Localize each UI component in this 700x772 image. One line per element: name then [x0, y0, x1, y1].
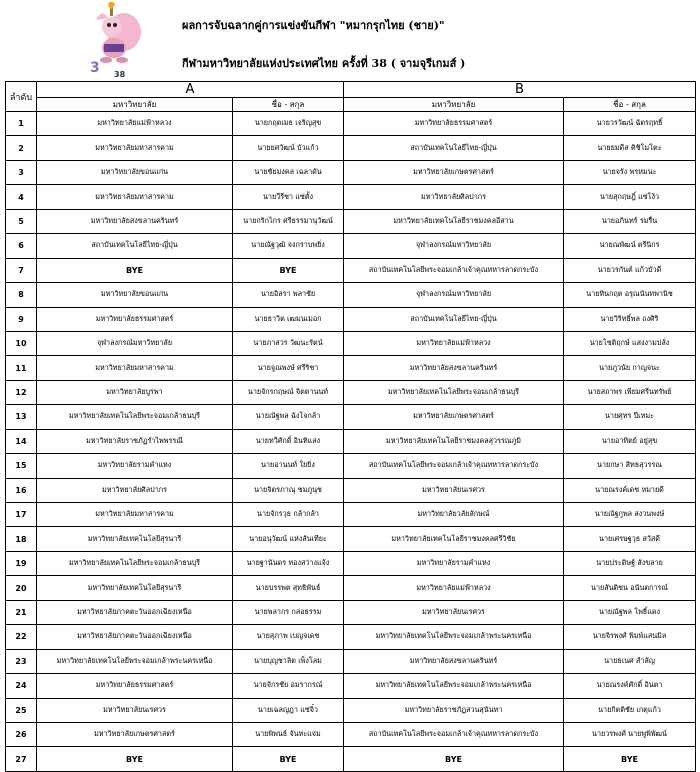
row-number: 3: [6, 160, 37, 184]
group-a-university: มหาวิทยาลัยเทคโนโลยีพระจอมเกล้าพระนครเหนือ: [37, 649, 233, 673]
group-a-player-name: นายกริกไกร ศรีธรรมานุวัฒน์: [233, 209, 344, 233]
table-row: [6, 527, 696, 551]
group-b-university: สถาบันเทคโนโลยีพระจอมเกล้าเจ้าคุณทหารลาดกระบัง: [344, 722, 564, 746]
group-a-university: มหาวิทยาลัยภาคตะวันออกเฉียงเหนือ: [37, 600, 233, 624]
group-b-university: มหาวิทยาลัยเทคโนโลยีราชมงคลสุวรรณภูมิ: [344, 429, 564, 453]
draw-table: [5, 81, 696, 772]
group-b-university: BYE: [344, 747, 564, 771]
group-b-player-name: นายวรวัฒน์ ฉัตรฤทธิ์: [564, 112, 696, 136]
group-a-university: จุฬาลงกรณ์มหาวิทยาลัย: [37, 331, 233, 355]
group-b-university: สถาบันเทคโนโลยีไทย-ญี่ปุ่น: [344, 136, 564, 160]
table-row: [6, 674, 696, 698]
table-row: [6, 747, 696, 771]
group-b-university: มหาวิทยาลัยเกษตรศาสตร์: [344, 405, 564, 429]
group-b-player-name: นายโชติฤกษ์ แสงงามปลั่ง: [564, 331, 696, 355]
row-number: 10: [6, 331, 37, 355]
group-a-university: มหาวิทยาลัยเทคโนโลยีสุรนารี: [37, 527, 233, 551]
row-number: 20: [6, 576, 37, 600]
group-b-player-name: นายภูวนัย กาญจนะ: [564, 356, 696, 380]
group-b-university: มหาวิทยาลัยเทคโนโลยีพระจอมเกล้าพระนครเหนือ: [344, 674, 564, 698]
table-row: [6, 649, 696, 673]
group-b-player-name: นายสถาพร เพียมศรีนทรัพย์: [564, 380, 696, 404]
table-row: [6, 503, 696, 527]
row-number: 24: [6, 674, 37, 698]
mascot-logo: [84, 2, 148, 82]
table-row: [6, 331, 696, 355]
group-a-player-name: นายจักรวุธ กล้ากล้า: [233, 503, 344, 527]
group-b-university: มหาวิทยาลัยนเรศวร: [344, 600, 564, 624]
group-a-player-name: นายชัยมงคล เฉลาดัน: [233, 160, 344, 184]
group-b-university: มหาวิทยาลัยสงขลานครินทร์: [344, 356, 564, 380]
table-row: [6, 551, 696, 575]
group-b-player-name: นายสันติชน อนันตการณ์: [564, 576, 696, 600]
group-a-player-name: BYE: [233, 258, 344, 282]
group-a-player-name: นายสุภาพ เบญจเดช: [233, 625, 344, 649]
table-row: [6, 136, 696, 160]
group-b-player-name: นายยมดีส คิชิโมโตะ: [564, 136, 696, 160]
group-b-player-name: นายณพัฒน์ ตรีนิกร: [564, 234, 696, 258]
group-b-university: มหาวิทยาลัยเทคโนโลยีราชมงคลอีสาน: [344, 209, 564, 233]
row-number: 23: [6, 649, 37, 673]
group-a-university: มหาวิทยาลัยขอนแก่น: [37, 283, 233, 307]
row-number: 14: [6, 429, 37, 453]
group-a-player-name: นายภาสวร วัฒนะรัตน์: [233, 331, 344, 355]
group-a-university: มหาวิทยาลัยนเรศวร: [37, 698, 233, 722]
group-b-player-name: BYE: [564, 747, 696, 771]
group-b-player-name: นายธเนศ สำลัญ: [564, 649, 696, 673]
table-row: [6, 405, 696, 429]
group-b-player-name: นายสุกฤษฎิ์ แซ่โง้ว: [564, 185, 696, 209]
group-a-player-name: นายพลากร กล่อธรรม: [233, 600, 344, 624]
group-a-university: มหาวิทยาลัยรามคำแหง: [37, 454, 233, 478]
group-a-player-name: นายจิตรภาณุ ชมภูนุช: [233, 478, 344, 502]
row-number: 4: [6, 185, 37, 209]
group-a-university: มหาวิทยาลัยเกษตรศาสตร์: [37, 722, 233, 746]
group-a-university: สถาบันเทคโนโลยีไทย-ญี่ปุ่น: [37, 234, 233, 258]
group-a-player-name: นายจักรชัย อมรากรณ์: [233, 674, 344, 698]
group-b-player-name: นายอาทิตย์ อยู่สุข: [564, 429, 696, 453]
table-row: [6, 698, 696, 722]
table-row: [6, 625, 696, 649]
group-b-player-name: นายณัฐพล โพธิ์แดง: [564, 600, 696, 624]
table-row: [6, 307, 696, 331]
group-b-player-name: นายทินกฤต อรุณนันทพานิช: [564, 283, 696, 307]
group-a-player-name: นายธาวิต เฒมนเมอก: [233, 307, 344, 331]
group-a-university: มหาวิทยาลัยบูรพา: [37, 380, 233, 404]
group-a-university: มหาวิทยาลัยภาคตะวันออกเฉียงเหนือ: [37, 625, 233, 649]
group-b-player-name: นายเศรษฐวุธ สวัสดี: [564, 527, 696, 551]
row-number: 18: [6, 527, 37, 551]
group-a-player-name: นายทวีศักดิ์ อินทิแสง: [233, 429, 344, 453]
group-b-university: มหาวิทยาลัยแม่ฟ้าหลวง: [344, 331, 564, 355]
table-row: [6, 160, 696, 184]
row-number: 11: [6, 356, 37, 380]
group-a-header: A: [37, 82, 344, 98]
group-b-player-name: นายอภินทร์ รมรื่น: [564, 209, 696, 233]
table-row: [6, 576, 696, 600]
table-row: [6, 234, 696, 258]
title-line-2: กีฬามหาวิทยาลัยแห่งประเทศไทย ครั้งที่ 38 ( จามจุรีเกมส์ ): [182, 57, 466, 70]
group-b-university: สถาบันเทคโนโลยีไทย-ญี่ปุ่น: [344, 307, 564, 331]
group-b-player-name: นายณรงค์เดช หมายดี: [564, 478, 696, 502]
group-b-university: มหาวิทยาลัยเกษตรศาสตร์: [344, 160, 564, 184]
group-a-university: BYE: [37, 258, 233, 282]
col-name-a: ชื่อ - สกุล: [233, 98, 344, 112]
row-number: 2: [6, 136, 37, 160]
row-number: 17: [6, 503, 37, 527]
row-number: 6: [6, 234, 37, 258]
row-number: 12: [6, 380, 37, 404]
row-number: 16: [6, 478, 37, 502]
group-a-player-name: BYE: [233, 747, 344, 771]
group-a-university: มหาวิทยาลัยมหาสารคาม: [37, 136, 233, 160]
row-number: 5: [6, 209, 37, 233]
group-a-player-name: นายเฉลญฎา แซ่จิ๋ว: [233, 698, 344, 722]
group-a-player-name: นายณัฐพล ฉังโจกล้า: [233, 405, 344, 429]
group-b-university: มหาวิทยาลัยราชภัฏสวนสุนันทา: [344, 698, 564, 722]
table-row: [6, 478, 696, 502]
group-b-player-name: นายณัฐกูพล สงวนพงษ์: [564, 503, 696, 527]
group-a-university: มหาวิทยาลัยมหาสารคาม: [37, 185, 233, 209]
group-a-player-name: นายอิสรา พลาชัย: [233, 283, 344, 307]
group-b-university: มหาวิทยาลัยแม่ฟ้าหลวง: [344, 576, 564, 600]
table-row: [6, 380, 696, 404]
group-b-university: มหาวิทยาลัยธรรมศาสตร์: [344, 112, 564, 136]
group-b-university: สถาบันเทคโนโลยีพระจอมเกล้าเจ้าคุณทหารลาดกระบัง: [344, 454, 564, 478]
group-a-university: มหาวิทยาลัยแม่ฟ้าหลวง: [37, 112, 233, 136]
table-row: [6, 600, 696, 624]
group-b-player-name: นายจรัง พรหมนะ: [564, 160, 696, 184]
row-number: 22: [6, 625, 37, 649]
group-a-university: มหาวิทยาลัยขอนแก่น: [37, 160, 233, 184]
table-row: [6, 429, 696, 453]
svg-text:3: 3: [90, 60, 100, 76]
row-number: 25: [6, 698, 37, 722]
group-b-university: มหาวิทยาลัยวลัยลักษณ์: [344, 503, 564, 527]
group-b-player-name: นายณรงค์ศักดิ์ อินตา: [564, 674, 696, 698]
row-number: 1: [6, 112, 37, 136]
row-number: 19: [6, 551, 37, 575]
group-b-player-name: นายวรพงศ์ นายพูพิพัฒน์: [564, 722, 696, 746]
logo-number: 38: [114, 70, 126, 79]
group-b-university: มหาวิทยาลัยนเรศวร: [344, 478, 564, 502]
group-a-university: มหาวิทยาลัยมหาสารคาม: [37, 503, 233, 527]
row-number: 15: [6, 454, 37, 478]
group-b-university: จุฬาลงกรณ์มหาวิทยาลัย: [344, 234, 564, 258]
group-b-university: มหาวิทยาลัยเทคโนโลยีพระจอมเกล้าพระนครเหนือ: [344, 625, 564, 649]
group-a-player-name: นายณัฐวุฒิ จงกราบพยิ่ง: [233, 234, 344, 258]
group-a-university: BYE: [37, 747, 233, 771]
group-a-player-name: นายยศวัฒน์ บัวแก้ว: [233, 136, 344, 160]
group-a-university: มหาวิทยาลัยราชภัฏรำไพพรรณี: [37, 429, 233, 453]
group-a-player-name: นายบุญชาลิต เพ็งโลม: [233, 649, 344, 673]
row-number: 21: [6, 600, 37, 624]
group-b-player-name: นายประดิษฐ์ สังขลาย: [564, 551, 696, 575]
row-number: 26: [6, 722, 37, 746]
table-row: [6, 209, 696, 233]
table-row: [6, 258, 696, 282]
row-number: 7: [6, 258, 37, 282]
row-number: 27: [6, 747, 37, 771]
group-a-player-name: นายวีรีชา แซ่ตั้ง: [233, 185, 344, 209]
table-row: [6, 283, 696, 307]
group-a-player-name: นายกฤตเมธ เจริญสุข: [233, 112, 344, 136]
group-b-university: มหาวิทยาลัยเทคโนโลยีราชมงคลศรีวิชัย: [344, 527, 564, 551]
group-b-player-name: นายกิตติชัย เกตุแก้ว: [564, 698, 696, 722]
group-b-player-name: นายศุทร ปีเหมะ: [564, 405, 696, 429]
table-row: [6, 185, 696, 209]
group-a-university: มหาวิทยาลัยธรรมศาสตร์: [37, 307, 233, 331]
row-number: 13: [6, 405, 37, 429]
group-b-university: มหาวิทยาลัยเทคโนโลยีพระจอมเกล้าธนบุรี: [344, 380, 564, 404]
group-b-player-name: นายวิริทธิ์พล ถงศิริ: [564, 307, 696, 331]
group-a-university: มหาวิทยาลัยธรรมศาสตร์: [37, 674, 233, 698]
group-a-player-name: นายอนุวัฒน์ แห่งสันเทียะ: [233, 527, 344, 551]
group-b-university: มหาวิทยาลัยศิลปากร: [344, 185, 564, 209]
group-b-player-name: นายจิรพงศ์ พิมพ์แสนมิล: [564, 625, 696, 649]
group-b-university: มหาวิทยาลัยสงขลานครินทร์: [344, 649, 564, 673]
col-name-b: ชื่อ - สกุล: [564, 98, 696, 112]
group-a-player-name: นายฐานันดร ทองสว่างแจ้ง: [233, 551, 344, 575]
group-a-player-name: นายจูณพงษ์ ศรีริชา: [233, 356, 344, 380]
group-a-player-name: นายอานนท์ ใยยิ่ง: [233, 454, 344, 478]
group-a-university: มหาวิทยาลัยสงขลานครินทร์: [37, 209, 233, 233]
group-b-header: B: [344, 82, 696, 98]
group-b-player-name: นายวรกันต์ แก้วบัวดี: [564, 258, 696, 282]
table-body: [6, 112, 696, 772]
col-university-a: มหาวิทยาลัย: [37, 98, 233, 112]
table-row: [6, 356, 696, 380]
group-b-player-name: นายกษา สิทธสุวรรณ: [564, 454, 696, 478]
title-line-1: ผลการจับฉลากคู่การแข่งขันกีฬา "หมากรุกไทย (ชาย)": [182, 19, 445, 32]
group-a-player-name: นายบรรพต สุทธิพันธ์: [233, 576, 344, 600]
group-a-player-name: นายพิพนธ์ จันทะแจ่ม: [233, 722, 344, 746]
group-b-university: จุฬาลงกรณ์มหาวิทยาลัย: [344, 283, 564, 307]
table-row: [6, 454, 696, 478]
group-b-university: มหาวิทยาลัยรามคำแหง: [344, 551, 564, 575]
row-number: 8: [6, 283, 37, 307]
order-header: ลำดับ: [6, 82, 37, 112]
group-a-university: มหาวิทยาลัยเทคโนโลยีพระจอมเกล้าธนบุรี: [37, 551, 233, 575]
table-row: [6, 112, 696, 136]
group-b-university: สถาบันเทคโนโลยีพระจอมเกล้าเจ้าคุณทหารลาดกระบัง: [344, 258, 564, 282]
col-university-b: มหาวิทยาลัย: [344, 98, 564, 112]
group-a-player-name: นายจักรกฤษณ์ จิตตานนท์: [233, 380, 344, 404]
group-a-university: มหาวิทยาลัยศิลปากร: [37, 478, 233, 502]
group-a-university: มหาวิทยาลัยเทคโนโลยีพระจอมเกล้าธนบุรี: [37, 405, 233, 429]
table-row: [6, 722, 696, 746]
row-number: 9: [6, 307, 37, 331]
group-a-university: มหาวิทยาลัยเทคโนโลยีสุรนารี: [37, 576, 233, 600]
group-a-university: มหาวิทยาลัยมหาสารคาม: [37, 356, 233, 380]
